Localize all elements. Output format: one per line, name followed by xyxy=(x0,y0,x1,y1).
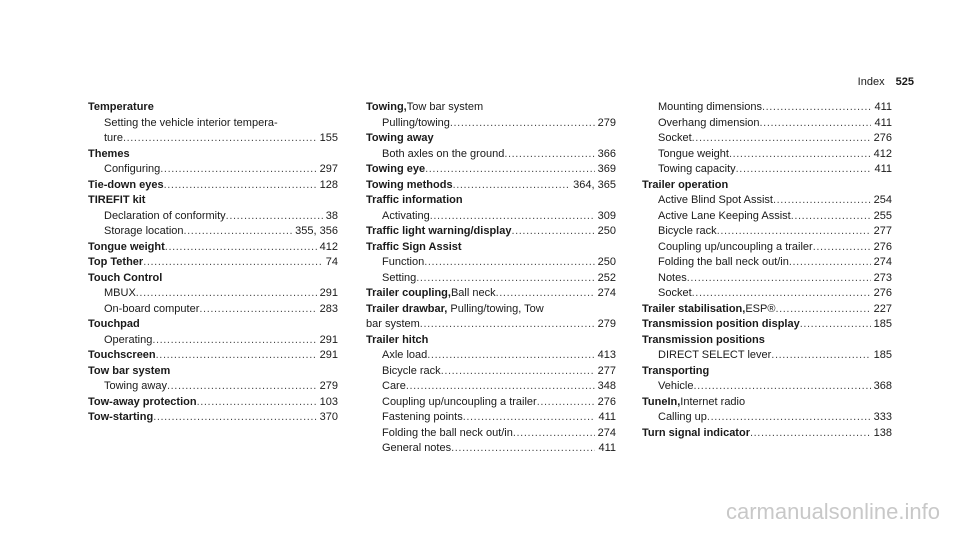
page-ref: 255 xyxy=(873,209,892,222)
leader-dots xyxy=(750,426,871,442)
index-entry xyxy=(88,100,338,116)
subentry-text: Storage location xyxy=(104,225,184,237)
index-entry xyxy=(88,364,338,380)
page-ref: 250 xyxy=(597,225,616,237)
subentry-text: Bicycle rack xyxy=(658,225,717,237)
index-subentry xyxy=(88,224,338,240)
subentry-text: Declaration of conformity xyxy=(104,209,226,222)
leader-dots xyxy=(692,286,871,302)
leader-dots xyxy=(427,348,594,364)
leader-dots xyxy=(450,116,595,132)
page-ref: 368 xyxy=(873,380,892,392)
page-ref: 411 xyxy=(598,411,616,423)
subentry-text: Notes xyxy=(658,271,687,284)
leader-dots xyxy=(791,209,871,225)
page-ref: 252 xyxy=(597,271,616,284)
subentry-text: DIRECT SELECT lever xyxy=(658,349,772,361)
subentry-text: Both axles on the ground xyxy=(382,147,505,160)
leader-dots xyxy=(425,162,595,178)
index-entry xyxy=(642,317,892,333)
leader-dots xyxy=(441,364,595,380)
index-entry xyxy=(642,395,892,411)
leader-dots xyxy=(123,131,317,147)
page-ref: 412 xyxy=(319,240,338,253)
entry-heading: Tow bar system xyxy=(88,364,171,377)
leader-dots xyxy=(152,333,316,349)
index-entry xyxy=(642,364,892,380)
page-ref: 273 xyxy=(873,271,892,284)
leader-dots xyxy=(143,255,323,271)
subentry-text: Socket xyxy=(658,132,692,144)
index-subentry xyxy=(642,224,892,240)
index-entry xyxy=(366,302,616,333)
leader-dots xyxy=(693,379,870,395)
subentry-text: Setting the vehicle interior tempera- xyxy=(104,116,278,129)
subentry-text: Coupling up/uncoupling a trailer xyxy=(658,240,813,253)
page-ref: 369 xyxy=(597,163,616,175)
entry-see-also: Tow bar system xyxy=(406,101,484,113)
page-ref: 283 xyxy=(319,302,338,315)
subentry-text: Folding the ball neck out/in xyxy=(658,256,789,268)
leader-dots xyxy=(184,224,293,240)
page-ref: 185 xyxy=(873,318,892,330)
entry-heading: Turn signal indicator xyxy=(642,426,750,439)
index-subentry xyxy=(366,426,616,442)
index-subentry xyxy=(642,147,892,163)
page-ref: 291 xyxy=(319,349,338,361)
index-subentry xyxy=(88,116,338,147)
index-subentry xyxy=(642,410,892,426)
leader-dots xyxy=(463,410,596,426)
page-ref: 355, 356 xyxy=(295,225,338,237)
entry-heading: Trailer operation xyxy=(642,178,729,191)
subentry-text: Towing away xyxy=(104,380,167,392)
index-subentry xyxy=(642,271,892,287)
entry-heading: Tow-starting xyxy=(88,411,154,423)
subentry-text: Care xyxy=(382,380,406,392)
entry-continuation: bar system xyxy=(366,318,420,330)
entry-heading: Towing away xyxy=(366,132,434,144)
entry-heading: Tie-down eyes xyxy=(88,178,164,191)
leader-dots xyxy=(430,209,595,225)
leader-dots xyxy=(199,302,316,318)
index-entry xyxy=(366,162,616,178)
entry-heading: Trailer coupling, xyxy=(366,287,451,299)
leader-dots xyxy=(760,116,872,132)
entry-heading: Traffic light warning/display xyxy=(366,225,512,237)
subentry-text: Configuring xyxy=(104,163,161,175)
index-entry xyxy=(88,317,338,333)
entry-heading: Traffic Sign Assist xyxy=(366,240,462,253)
page-number: 525 xyxy=(895,76,914,88)
subentry-text: General notes xyxy=(382,442,452,454)
page-ref: 74 xyxy=(325,256,338,268)
leader-dots xyxy=(513,426,595,442)
index-entry xyxy=(642,178,892,194)
index-entry xyxy=(88,240,338,256)
entry-heading: Tongue weight xyxy=(88,240,165,253)
leader-dots xyxy=(687,271,871,287)
leader-dots xyxy=(160,162,316,178)
entry-line xyxy=(366,317,616,333)
page-ref: 291 xyxy=(319,287,338,299)
leader-dots xyxy=(504,147,594,163)
leader-dots xyxy=(775,302,870,318)
watermark: carmanualsonline.info xyxy=(725,499,940,524)
entry-see-also: Ball neck xyxy=(450,287,496,299)
entry-heading: TIREFIT kit xyxy=(88,194,146,206)
entry-heading: Tow-away protection xyxy=(88,395,197,408)
page-ref: 274 xyxy=(597,287,616,299)
subentry-text: Coupling up/uncoupling a trailer xyxy=(382,395,537,408)
leader-dots xyxy=(729,147,871,163)
page-ref: 103 xyxy=(319,395,338,408)
entry-see-also: Internet radio xyxy=(680,395,746,408)
entry-heading: Towing, xyxy=(366,101,407,113)
index-entry xyxy=(642,333,892,349)
leader-dots xyxy=(692,131,871,147)
entry-line xyxy=(104,116,338,132)
subentry-text: MBUX xyxy=(104,287,136,299)
index-entry xyxy=(366,333,616,349)
subentry-text: Overhang dimension xyxy=(658,116,760,129)
leader-dots xyxy=(420,317,595,333)
index-subentry xyxy=(366,348,616,364)
entry-line xyxy=(104,131,338,147)
index-entry xyxy=(366,100,616,116)
index-subentry xyxy=(366,364,616,380)
leader-dots xyxy=(800,317,871,333)
index-subentry xyxy=(88,302,338,318)
subentry-text: Axle load xyxy=(382,349,428,361)
index-subentry xyxy=(88,286,338,302)
index-entry xyxy=(366,224,616,240)
index-column-3 xyxy=(642,100,892,441)
page-ref: 366 xyxy=(597,147,616,160)
page-ref: 411 xyxy=(874,101,892,113)
entry-heading: Towing methods xyxy=(366,178,453,191)
index-subentry xyxy=(642,193,892,209)
leader-dots xyxy=(197,395,317,411)
index-subentry xyxy=(642,162,892,178)
page-ref: 364, 365 xyxy=(573,178,616,191)
leader-dots xyxy=(537,395,595,411)
index-subentry xyxy=(88,333,338,349)
entry-heading: Transporting xyxy=(642,364,710,377)
index-subentry xyxy=(88,209,338,225)
entry-heading: TuneIn, xyxy=(642,395,681,408)
index-subentry xyxy=(366,441,616,457)
page-ref: 291 xyxy=(319,333,338,346)
entry-heading: Trailer hitch xyxy=(366,333,429,346)
page-ref: 370 xyxy=(319,411,338,423)
index-column-2 xyxy=(366,100,616,457)
page-ref: 348 xyxy=(597,380,616,392)
leader-dots xyxy=(167,379,317,395)
entry-heading: Transmission positions xyxy=(642,333,765,346)
subentry-text: Calling up xyxy=(658,411,707,423)
page-ref: 277 xyxy=(873,225,892,237)
leader-dots xyxy=(707,410,871,426)
entry-see-also: Pulling/towing, Tow xyxy=(447,302,544,315)
subentry-text: Socket xyxy=(658,287,692,299)
index-subentry xyxy=(642,100,892,116)
entry-heading: Touchscreen xyxy=(88,349,156,361)
entry-heading: Top Tether xyxy=(88,256,144,268)
leader-dots xyxy=(736,162,872,178)
index-subentry xyxy=(366,147,616,163)
index-subentry xyxy=(642,286,892,302)
subentry-text: Tongue weight xyxy=(658,147,729,160)
index-entry xyxy=(366,178,616,194)
index-column-1 xyxy=(88,100,338,426)
index-subentry xyxy=(642,255,892,271)
page-ref: 128 xyxy=(319,178,338,191)
page-ref: 227 xyxy=(873,302,892,315)
index-entry xyxy=(88,147,338,163)
subentry-text: Folding the ball neck out/in xyxy=(382,426,513,439)
page-ref: 411 xyxy=(874,116,892,129)
entry-heading: Trailer stabilisation, xyxy=(642,302,746,315)
index-subentry xyxy=(366,116,616,132)
leader-dots xyxy=(156,348,317,364)
index-subentry xyxy=(366,410,616,426)
subentry-text: Operating xyxy=(104,333,153,346)
index-subentry xyxy=(642,240,892,256)
page-ref: 274 xyxy=(597,426,616,439)
leader-dots xyxy=(165,240,317,256)
leader-dots xyxy=(717,224,871,240)
index-subentry xyxy=(642,116,892,132)
entry-heading: Traffic information xyxy=(366,194,463,206)
index-label: Index xyxy=(857,76,885,88)
index-entry xyxy=(88,271,338,287)
page-ref: 297 xyxy=(319,163,338,175)
index-subentry xyxy=(366,379,616,395)
page-ref: 411 xyxy=(874,163,892,175)
page-ref: 250 xyxy=(597,256,616,268)
subentry-text: Active Lane Keeping Assist xyxy=(658,209,791,222)
leader-dots xyxy=(789,255,871,271)
index-subentry xyxy=(88,379,338,395)
index-subentry xyxy=(366,395,616,411)
entry-heading: Transmission position display xyxy=(642,318,800,330)
page-ref: 411 xyxy=(598,442,616,454)
page-ref: 412 xyxy=(873,147,892,160)
entry-heading: Temperature xyxy=(88,101,154,113)
page-ref: 276 xyxy=(873,132,892,144)
subentry-text: Pulling/towing xyxy=(382,116,450,129)
leader-dots xyxy=(136,286,317,302)
index-subentry xyxy=(88,162,338,178)
index-entry xyxy=(366,240,616,256)
entry-heading: Towing eye xyxy=(366,163,426,175)
page-ref: 333 xyxy=(873,411,892,423)
page-ref: 38 xyxy=(325,209,338,222)
entry-heading: Touch Control xyxy=(88,271,163,284)
index-subentry xyxy=(366,271,616,287)
index-entry xyxy=(642,426,892,442)
page-ref: 155 xyxy=(319,132,338,144)
index-entry xyxy=(88,410,338,426)
subentry-text: Towing capacity xyxy=(658,163,736,175)
page-ref: 279 xyxy=(597,116,616,129)
page-ref: 138 xyxy=(873,426,892,439)
subentry-text: Bicycle rack xyxy=(382,364,441,377)
leader-dots xyxy=(762,100,872,116)
entry-line xyxy=(366,302,616,318)
index-entry xyxy=(88,178,338,194)
page-ref: 309 xyxy=(597,209,616,222)
entry-heading: Touchpad xyxy=(88,318,140,330)
leader-dots xyxy=(451,441,595,457)
subentry-text: Setting xyxy=(382,271,417,284)
leader-dots xyxy=(153,410,316,426)
index-entry xyxy=(366,193,616,209)
leader-dots xyxy=(773,193,871,209)
entry-see-also: ESP® xyxy=(745,302,776,315)
index-subentry xyxy=(642,348,892,364)
subentry-text: Vehicle xyxy=(658,380,694,392)
leader-dots xyxy=(453,178,571,194)
leader-dots xyxy=(424,255,594,271)
index-entry xyxy=(366,131,616,147)
subentry-text: On-board computer xyxy=(104,302,200,315)
leader-dots xyxy=(226,209,323,225)
page-header xyxy=(858,76,914,88)
leader-dots xyxy=(496,286,595,302)
entry-heading: Themes xyxy=(88,147,130,160)
subentry-text: Mounting dimensions xyxy=(658,101,762,113)
page-ref: 274 xyxy=(873,256,892,268)
subentry-text: Activating xyxy=(382,209,430,222)
subentry-text: Fastening points xyxy=(382,411,463,423)
leader-dots xyxy=(164,178,317,194)
leader-dots xyxy=(416,271,594,287)
page-ref: 413 xyxy=(597,349,616,361)
index-entry xyxy=(88,255,338,271)
page-ref: 185 xyxy=(873,349,892,361)
index-entry xyxy=(366,286,616,302)
index-entry xyxy=(88,193,338,209)
index-entry xyxy=(642,302,892,318)
index-subentry xyxy=(366,209,616,225)
subentry-text: Active Blind Spot Assist xyxy=(658,194,773,206)
subentry-text: ture xyxy=(104,132,123,144)
page-ref: 277 xyxy=(597,364,616,377)
entry-heading: Trailer drawbar, xyxy=(366,302,448,315)
page-ref: 276 xyxy=(597,395,616,408)
leader-dots xyxy=(511,224,594,240)
index-subentry xyxy=(642,209,892,225)
subentry-text: Function xyxy=(382,256,425,268)
page-ref: 279 xyxy=(319,380,338,392)
index-entry xyxy=(88,395,338,411)
leader-dots xyxy=(813,240,871,256)
page-ref: 254 xyxy=(873,194,892,206)
index-subentry xyxy=(366,255,616,271)
index-subentry xyxy=(642,131,892,147)
index-subentry xyxy=(642,379,892,395)
page-ref: 276 xyxy=(873,287,892,299)
leader-dots xyxy=(771,348,870,364)
leader-dots xyxy=(406,379,595,395)
index-entry xyxy=(88,348,338,364)
page-ref: 276 xyxy=(873,240,892,253)
page-ref: 279 xyxy=(597,318,616,330)
